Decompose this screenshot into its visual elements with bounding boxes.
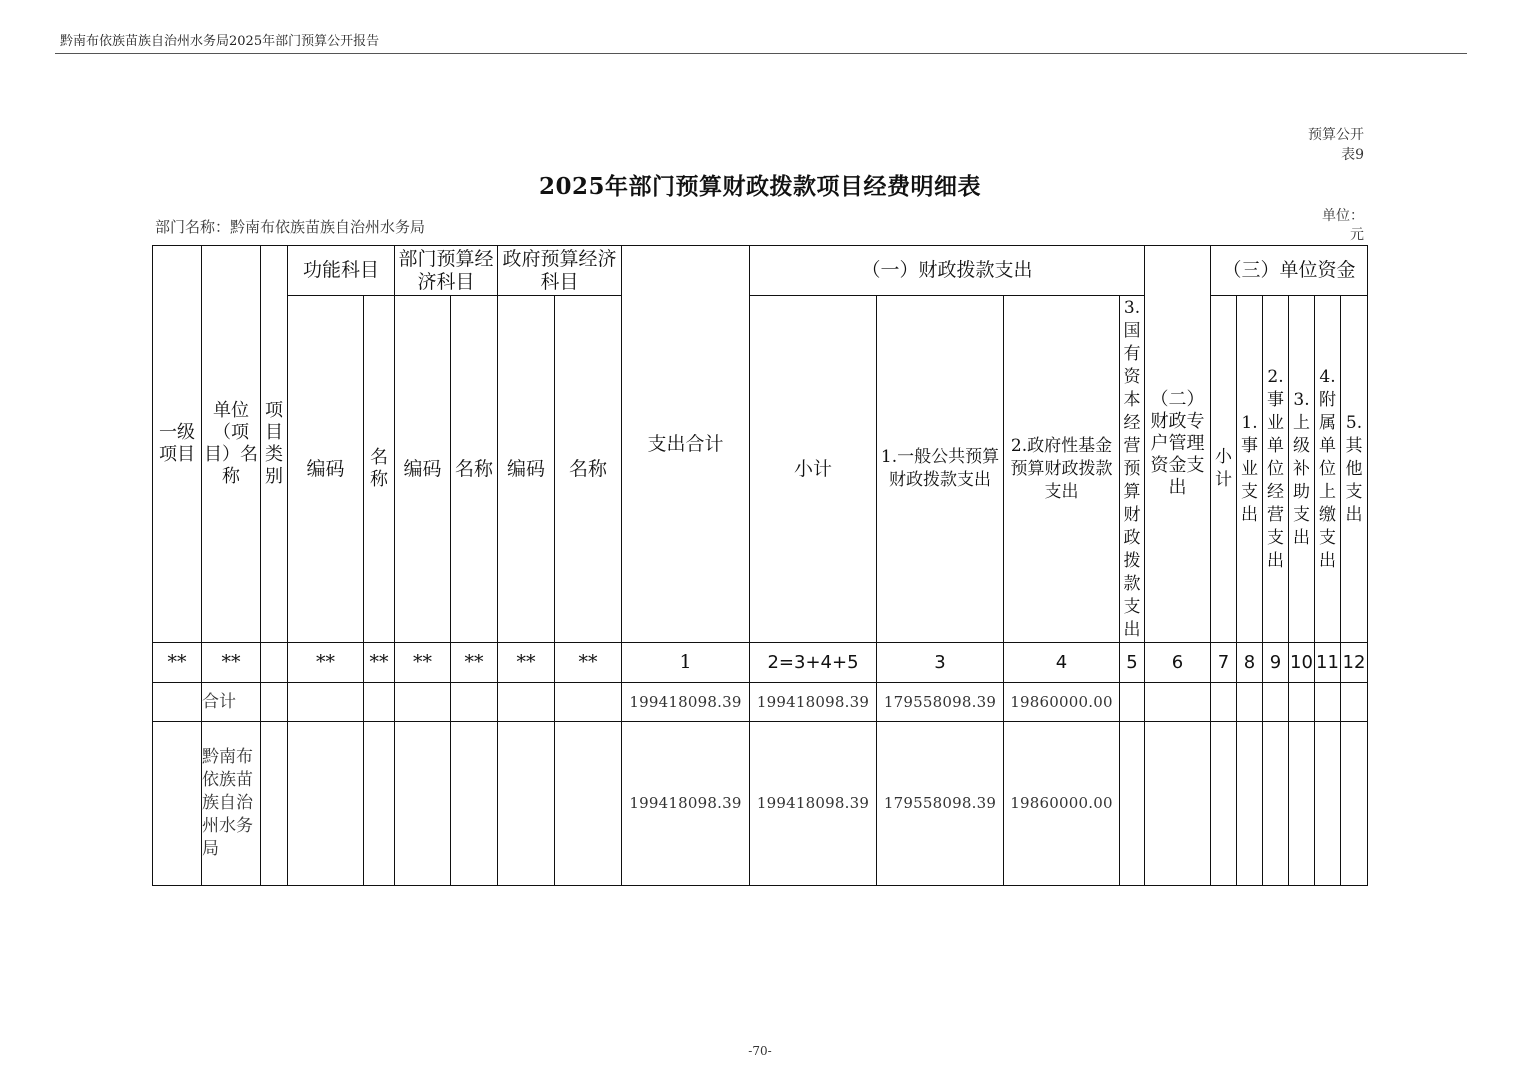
- header-unit-subtotal: 小计: [1211, 296, 1237, 643]
- table-row: [153, 722, 1368, 886]
- header-soe-capital: 3.国有资本经营预算财政拨款支出: [1120, 296, 1145, 643]
- header-gov-name: 名称: [555, 296, 622, 643]
- index-cell: 4: [1004, 643, 1120, 683]
- row-total: 199418098.39: [622, 722, 750, 886]
- index-cell: **: [288, 643, 364, 683]
- header-unit-other: 5.其他支出: [1341, 296, 1368, 643]
- table-row: [153, 683, 1368, 722]
- index-cell: 8: [1237, 643, 1263, 683]
- index-cell: 7: [1211, 643, 1237, 683]
- header-function-subject: 功能科目: [288, 246, 395, 296]
- index-cell: **: [498, 643, 555, 683]
- header-special-account: （二）财政专户管理资金支出: [1145, 246, 1211, 643]
- header-dept-code: 编码: [395, 296, 451, 643]
- header-func-name: 名称: [364, 296, 395, 643]
- unit-label-line1: 单位：: [1322, 208, 1364, 224]
- index-cell: **: [395, 643, 451, 683]
- header-total-expense: 支出合计: [622, 246, 750, 643]
- header-unit-business: 1.事业支出: [1237, 296, 1263, 643]
- index-cell: 12: [1341, 643, 1368, 683]
- header-unit-operating: 2.事业单位经营支出: [1263, 296, 1289, 643]
- header-fiscal-appropriation: （一）财政拨款支出: [750, 246, 1145, 296]
- header-dept-econ-subject: 部门预算经济科目: [395, 246, 498, 296]
- index-cell: 10: [1289, 643, 1315, 683]
- header-unit-superior-subsidy: 3.上级补助支出: [1289, 296, 1315, 643]
- header-gov-fund: 2.政府性基金预算财政拨款支出: [1004, 296, 1120, 643]
- department-label: 部门名称：黔南布依族苗族自治州水务局: [155, 218, 426, 236]
- header-unit-funds: （三）单位资金: [1211, 246, 1368, 296]
- table-number-line1: 预算公开: [1308, 127, 1364, 143]
- row-govfund: 19860000.00: [1004, 683, 1120, 722]
- running-header: 黔南布依族苗族自治州水务局2025年部门预算公开报告: [60, 34, 380, 49]
- unit-label-line2: 元: [1350, 227, 1364, 243]
- budget-table: [152, 245, 1368, 886]
- index-cell: **: [451, 643, 498, 683]
- index-cell: 3: [877, 643, 1004, 683]
- header-project-type: 项目类别: [261, 246, 288, 643]
- header-level1-project: 一级项目: [153, 246, 202, 643]
- row-general: 179558098.39: [877, 722, 1004, 886]
- index-cell: **: [364, 643, 395, 683]
- index-cell: [261, 643, 288, 683]
- row-name: 合计: [202, 683, 261, 722]
- index-cell: **: [153, 643, 202, 683]
- header-general-budget: 1.一般公共预算财政拨款支出: [877, 296, 1004, 643]
- row-general: 179558098.39: [877, 683, 1004, 722]
- header-dept-name: 名称: [451, 296, 498, 643]
- row-subtotal: 199418098.39: [750, 683, 877, 722]
- header-gov-code: 编码: [498, 296, 555, 643]
- index-cell: 9: [1263, 643, 1289, 683]
- row-subtotal: 199418098.39: [750, 722, 877, 886]
- table-number: [1264, 125, 1364, 165]
- index-cell: 6: [1145, 643, 1211, 683]
- page-number: -70-: [748, 1044, 772, 1058]
- index-cell: 5: [1120, 643, 1145, 683]
- table-number-line2: 表9: [1341, 147, 1364, 163]
- header-gov-econ-subject: 政府预算经济科目: [498, 246, 622, 296]
- header-unit-affiliated: 4.附属单位上缴支出: [1315, 296, 1341, 643]
- index-cell: 1: [622, 643, 750, 683]
- header-rule: [55, 53, 1467, 54]
- index-row: [153, 643, 1368, 683]
- unit-label: [1304, 207, 1364, 245]
- row-total: 199418098.39: [622, 683, 750, 722]
- index-cell: 11: [1315, 643, 1341, 683]
- index-cell: **: [202, 643, 261, 683]
- header-func-code: 编码: [288, 296, 364, 643]
- header-unit-project-name: 单位（项目）名称: [202, 246, 261, 643]
- header-fiscal-subtotal: 小计: [750, 296, 877, 643]
- page-title: 2025年部门预算财政拨款项目经费明细表: [538, 173, 981, 200]
- index-cell: **: [555, 643, 622, 683]
- row-govfund: 19860000.00: [1004, 722, 1120, 886]
- row-name: 黔南布依族苗族自治州水务局: [202, 722, 261, 886]
- index-cell: 2=3+4+5: [750, 643, 877, 683]
